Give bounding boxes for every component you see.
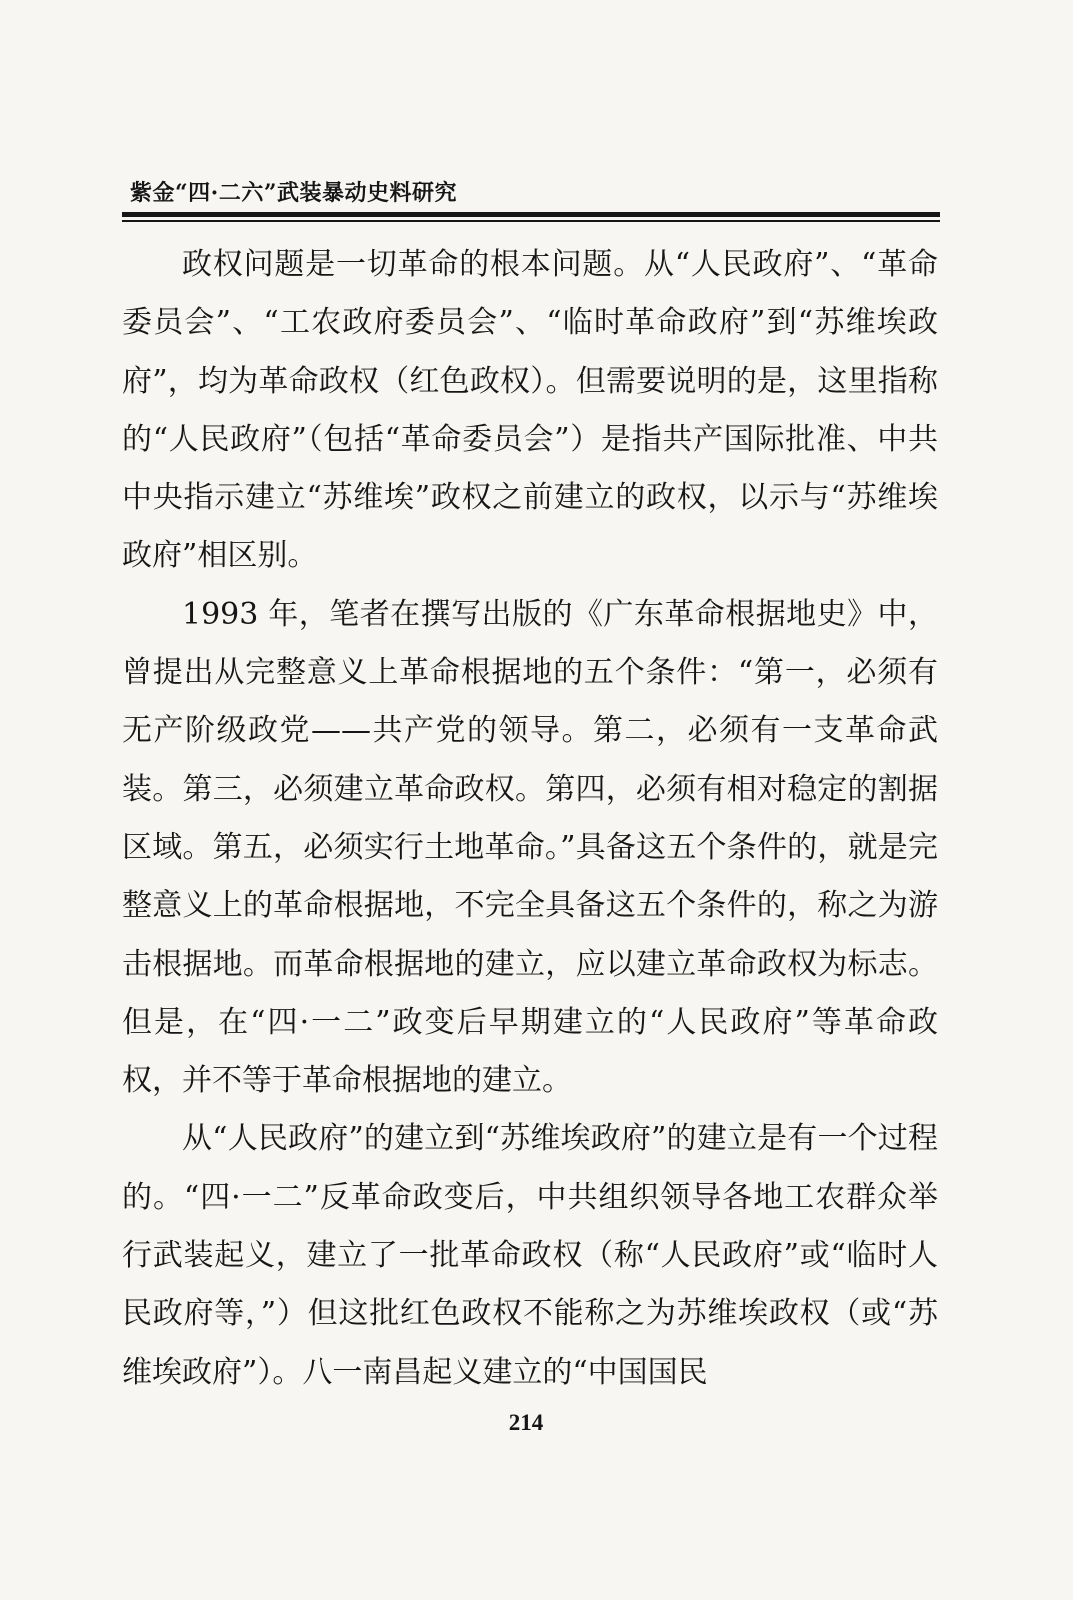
header-rule-thin xyxy=(122,220,940,222)
paragraph: 从“人民政府”的建立到“苏维埃政府”的建立是有一个过程的。“四·一二”反革命政变后，中共组织领导各地工农群众举行武装起义，建立了一批革命政权（称“人民政府”或“临时人民政府等，”）但这批红色政权不能称之为苏维埃政权（或“苏维埃政府”）。八一南昌起义建立的“中国国民 xyxy=(122,1121,938,1390)
page-number: 214 xyxy=(508,1410,544,1435)
running-head-title: 紫金“四·二六”武装暴动史料研究 xyxy=(130,180,457,206)
paragraph: 政权问题是一切革命的根本问题。从“人民政府”、“革命委员会”、“工农政府委员会”、“临时革命政府”到“苏维埃政府”，均为革命政权（红色政权）。但需要说明的是，这里指称的“人民政府”（包括“革命委员会”）是指共产国际批准、中共中央指示建立“苏维埃”政权之前建立的政权，以示与“苏维埃政府”相区别。 xyxy=(122,247,938,574)
header-rule-thick xyxy=(122,212,940,217)
body-text xyxy=(122,236,938,1402)
paragraph: 1993 年，笔者在撰写出版的《广东革命根据地史》中，曾提出从完整意义上革命根据地的五个条件：“第一，必须有无产阶级政党——共产党的领导。第二，必须有一支革命武装。第三，必须建立革命政权。第四，必须有相对稳定的割据区域。第五，必须实行土地革命。”具备这五个条件的，就是完整意义上的革命根据地，不完全具备这五个条件的，称之为游击根据地。而革命根据地的建立，应以建立革命政权为标志。但是，在“四·一二”政变后早期建立的“人民政府”等革命政权，并不等于革命根据地的建立。 xyxy=(122,596,938,1099)
